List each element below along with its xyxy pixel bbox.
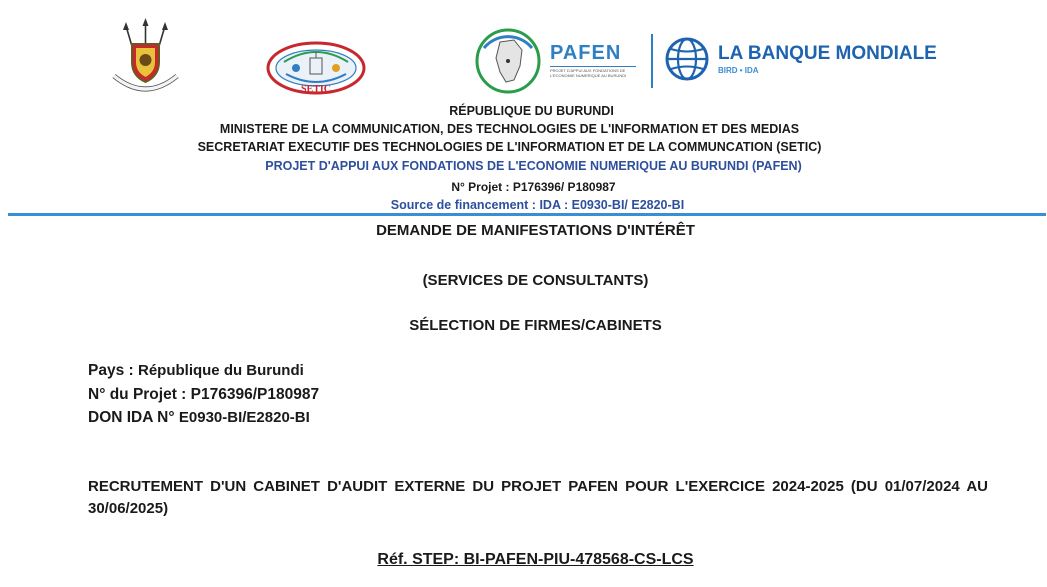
title-services: (SERVICES DE CONSULTANTS) [422,272,649,289]
info-project [88,386,319,404]
header-project: PROJET D'APPUI AUX FONDATIONS DE L'ECONOMIE NUMERIQUE AU BURUNDI (PAFEN) [265,159,802,173]
header-republic: RÉPUBLIQUE DU BURUNDI [449,104,614,118]
step-reference-text: Réf. STEP: BI-PAFEN-PIU-478568-CS-LCS [377,551,694,568]
logo-separator [651,34,653,88]
pafen-wordmark: PAFEN [550,42,622,64]
info-project-value: P176396/P180987 [190,386,320,403]
world-bank-sub: BIRD • IDA [718,66,759,75]
info-country-label: Pays : [88,362,138,379]
world-bank-name: LA BANQUE MONDIALE [718,43,937,64]
title-selection: SÉLECTION DE FIRMES/CABINETS [409,317,662,334]
header-ministry: MINISTERE DE LA COMMUNICATION, DES TECHNOLOGIES DE L'INFORMATION ET DES MEDIAS [219,122,800,136]
pafen-logo [470,26,642,96]
info-grant-value: E0930-BI/E2820-BI [178,409,310,426]
header-funding-source: Source de financement : IDA : E0930-BI/ E2820-BI [390,198,685,212]
title-main: DEMANDE DE MANIFESTATIONS D'INTÉRÊT [376,222,695,239]
step-reference [12,551,1047,569]
setic-logo [266,40,366,98]
info-grant [88,409,310,427]
recruitment-paragraph: RECRUTEMENT D'UN CABINET D'AUDIT EXTERNE DU PROJET PAFEN POUR L'EXERCICE 2024-2025 (DU 01/07/2024 AU 30/06/2025) [88,478,988,517]
header-divider [8,213,1046,216]
world-bank-logo [664,36,954,86]
burundi-coat-of-arms-logo [108,18,183,100]
header-secretariat: SECRETARIAT EXECUTIF DES TECHNOLOGIES DE L'INFORMATION ET DE LA COMMUNCATION (SETIC) [197,140,822,154]
info-country [88,362,304,380]
setic-label: SETIC [300,84,331,95]
info-project-label: N° du Projet : [88,386,191,403]
pafen-tagline: PROJET D'APPUI AUX FONDATIONS DE L'ECONOMIE NUMERIQUE AU BURUNDI [550,68,627,78]
info-country-value: République du Burundi [137,362,304,379]
header-project-number: N° Projet : P176396/ P180987 [451,180,616,194]
info-grant-label: DON IDA N° [88,409,179,426]
